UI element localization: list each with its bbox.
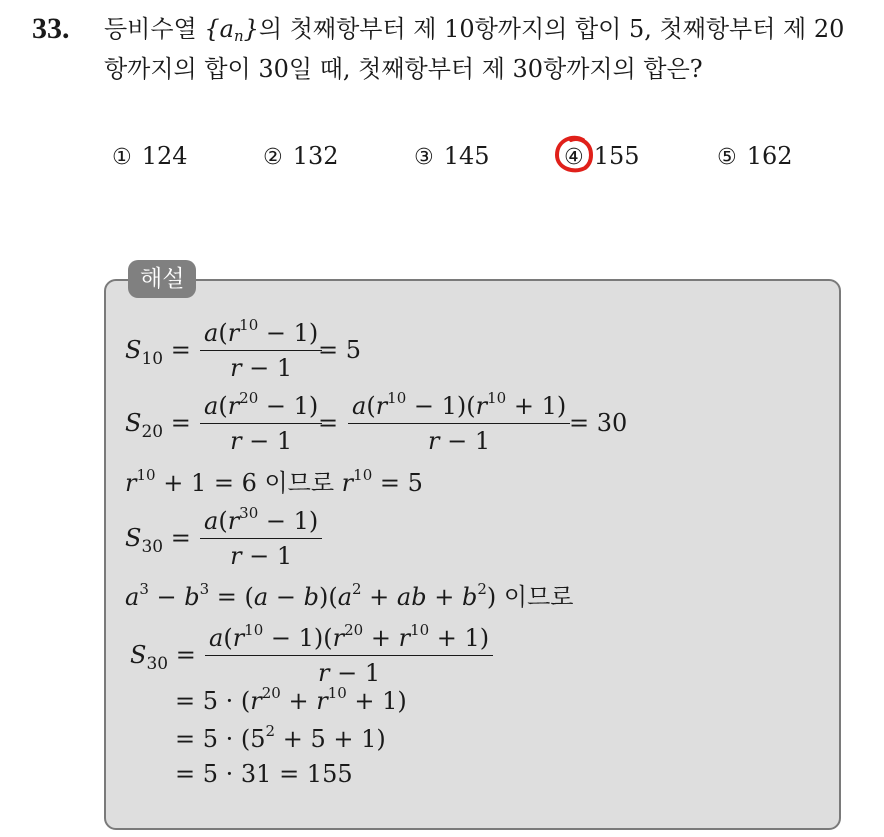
choice-5[interactable]: [717, 142, 793, 170]
s30-fraction: [200, 504, 322, 570]
s20-denominator-2: r − 1: [428, 427, 491, 455]
question-number: 33.: [32, 12, 70, 45]
s30-expanded-fraction: [205, 621, 493, 687]
s30-numerator: $a(r^{30} - 1)$: [200, 504, 322, 539]
choice-4-value: 155: [593, 142, 640, 170]
s30-expanded-numerator: $a(r^{10} - 1)(r^{20} + r^{10} + 1)$: [205, 621, 493, 656]
answer-choices: [0, 142, 884, 178]
s30-step-3: = 5 · 31 = 155: [175, 760, 353, 788]
choice-1-value: 124: [141, 142, 188, 170]
s20-fraction-1: [200, 389, 322, 455]
s20-equals: =: [318, 409, 339, 437]
choice-3-mark: ③: [414, 145, 434, 170]
s30-label-2: $S_{30}$ =: [130, 641, 196, 674]
solution-badge: 해설: [128, 260, 196, 298]
r10-line: $r^{10} + 1 = 6$ 이므로 $r^{10} = 5$: [125, 466, 423, 497]
choice-5-value: 162: [746, 142, 793, 170]
question-text-b: 의 첫째항부터 제 10항까지의 합이 5, 첫째항부터 제 20: [258, 15, 845, 43]
s30-step-2: = $5 \cdot (5^2 + 5 + 1)$: [175, 722, 386, 753]
s10-numerator: $a(r^{10} - 1)$: [200, 316, 322, 351]
s30-step-1: = $5 \cdot (r^{20} + r^{10} + 1)$: [175, 684, 407, 715]
s20-label: $S_{20}$ =: [125, 409, 191, 442]
s20-fraction-2: [348, 389, 570, 455]
choice-2-value: 132: [292, 142, 339, 170]
s30-denominator: r − 1: [230, 542, 293, 570]
s10-fraction: [200, 316, 322, 382]
cube-identity-line: $a^3 - b^3 = (a - b)(a^2$ + ab + $b^2$) 이므로: [125, 580, 574, 611]
choice-3-value: 145: [443, 142, 490, 170]
s20-denominator-1: r − 1: [230, 427, 293, 455]
sequence-symbol: $\{a_n\}$: [204, 15, 259, 45]
question-line-1: [104, 14, 844, 51]
s10-result: = 5: [318, 336, 362, 364]
s10-label: $S_{10}$ =: [125, 336, 191, 369]
s30-expanded-denominator: r − 1: [318, 659, 381, 687]
s20-numerator-1: $a(r^{20} - 1)$: [200, 389, 322, 424]
choice-1-mark: ①: [112, 145, 132, 170]
choice-2-mark: ②: [263, 145, 283, 170]
choice-1[interactable]: [112, 142, 188, 170]
selected-answer-circle-icon: [553, 134, 595, 176]
choice-5-mark: ⑤: [717, 145, 737, 170]
s20-result: = 30: [569, 409, 628, 437]
choice-3[interactable]: [414, 142, 490, 170]
question-text-a: 등비수열: [104, 15, 205, 43]
choice-2[interactable]: [263, 142, 339, 170]
s30-label: $S_{30}$ =: [125, 524, 191, 557]
s20-numerator-2: $a(r^{10} - 1)(r^{10} + 1)$: [348, 389, 570, 424]
choice-4-mark: ④: [564, 145, 584, 170]
s10-denominator: r − 1: [230, 354, 293, 382]
question-line-2: 항까지의 합이 30일 때, 첫째항부터 제 30항까지의 합은?: [104, 55, 703, 83]
